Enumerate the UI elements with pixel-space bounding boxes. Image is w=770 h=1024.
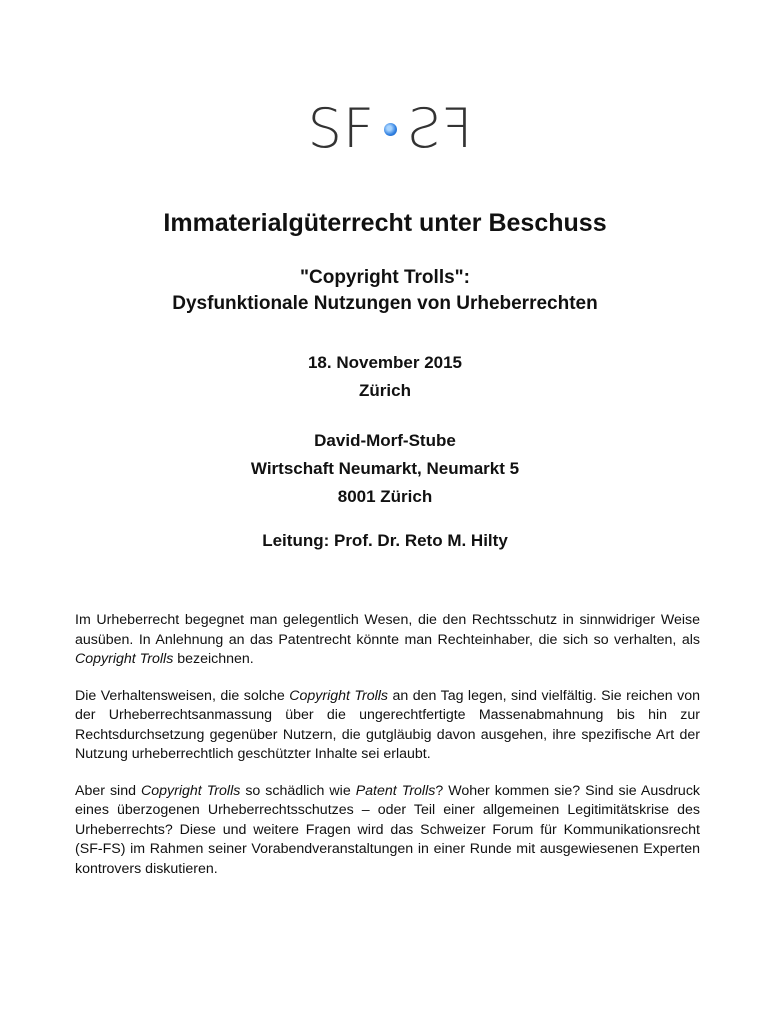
paragraph-1 [75,611,700,670]
paragraph-1-text-b: bezeichnen. [173,651,254,667]
paragraph-1-emphasis: Copyright Trolls [75,651,174,667]
subtitle [0,265,770,317]
paragraph-3-text-c: ? Woher kommen sie? Sind sie Ausdruck eines überzogenen Urheberrechtsschutzes – oder Teil einer allgemeinen Legitimitätskrise des Urheberrechts? Diese und weitere Fragen wird das Schweizer Forum für Kommunikationsrecht (SF-FS) im Rahmen seiner Vorabendveranstaltungen in einer Runde mit ausgewiesenen Experten kontrovers diskutieren. [75,782,701,877]
subtitle-line-2: Dysfunktionale Nutzungen von Urheberrechten [172,293,598,314]
paragraph-3-emphasis-1: Copyright Trolls [140,782,241,799]
subtitle-line-1: "Copyright Trolls": [299,267,471,288]
venue-city: 8001 Zürich [337,487,433,506]
paragraph-2-text-b: an den Tag legen, sind vielfältig. Sie reichen von der Urheberrechtsanmassung über die ungerechtfertigte Massenabmahnung bis hin zur Rechtsdurchsetzung gegenüber Nutzern, die gutgläubig davon ausgehen, ihre spezifische Art der Nutzung urheberrechtlich geschützter Inhalte sei erlaubt. [75,687,700,762]
paragraph-2 [75,687,700,765]
venue-address: Wirtschaft Neumarkt, Neumarkt 5 [250,459,520,478]
logo-text-right-mirrored: FS [405,97,473,160]
sf-fs-logo [305,97,475,161]
body-text [75,611,700,896]
page-title: Immaterialgüterrecht unter Beschuss [163,209,607,237]
paragraph-3-emphasis-2: Patent Trolls [355,782,436,799]
venue-name: David-Morf-Stube [314,431,456,450]
event-venue [0,427,770,511]
paragraph-2-emphasis: Copyright Trolls [289,687,389,704]
event-lead: Leitung: Prof. Dr. Reto M. Hilty [262,531,508,550]
paragraph-3 [75,782,700,880]
paragraph-2-text-a: Die Verhaltensweisen, die solche [75,687,290,704]
event-city-line: Zürich [359,381,411,400]
logo-dot-icon [384,123,397,136]
paragraph-3-text-b: so schädlich wie [240,782,356,799]
paragraph-3-text-a: Aber sind [75,782,141,799]
paragraph-1-text-a: Im Urheberrecht begegnet man gelegentlich Wesen, die den Rechtsschutz in sinnwidriger Weise ausüben. In Anlehnung an das Patentrecht könnte man Rechteinhaber, die sich so verhalten, als [75,612,700,648]
event-date [0,349,770,405]
logo-text-left: SF [307,97,375,160]
event-date-line: 18. November 2015 [307,353,463,372]
